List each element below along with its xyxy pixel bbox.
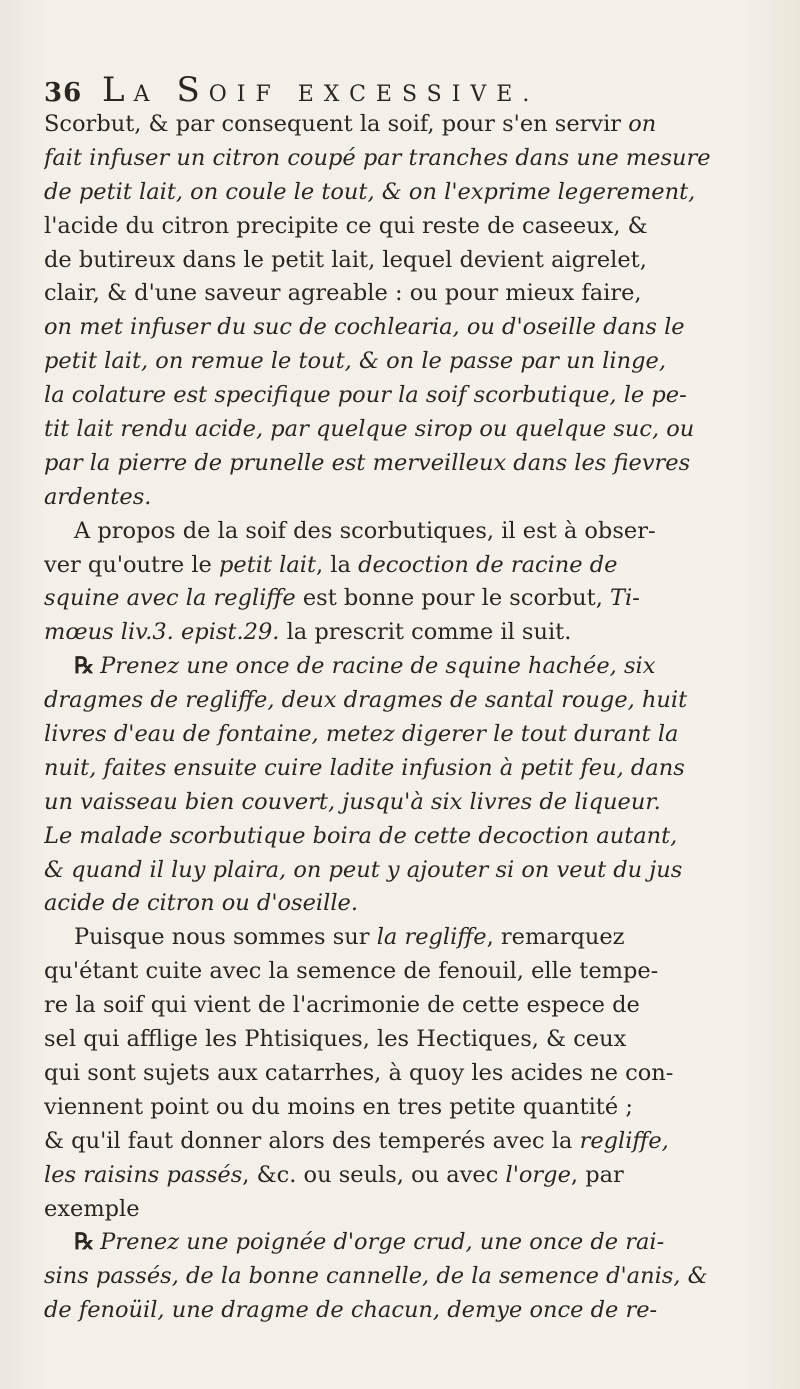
text-segment: mœus liv.3. epist.29. [44,619,280,646]
text-line [44,413,764,447]
title-cap-s: S [176,70,209,110]
text-line [44,1091,764,1125]
text-line [44,1023,764,1057]
text-segment: tit lait rendu acide, par quelque sirop ou quelque suc, ou [44,416,695,443]
text-segment: viennent point ou du moins en tres petite quantité ; [44,1093,633,1120]
text-line [44,345,764,379]
text-segment: squine avec la regliffe [44,585,296,612]
text-line [44,616,764,650]
text-line [44,277,764,311]
text-segment: de fenoüil, une dragme de chacun, demye once de re- [44,1297,658,1324]
text-line [44,582,764,616]
text-segment: decoction de racine de [358,551,618,578]
text-segment: l'acide du citron precipite ce qui reste de caseeux, & [44,212,648,239]
text-segment: ver qu'outre le [44,551,219,578]
text-line [44,108,764,142]
recipe-symbol: ℞ [74,653,95,680]
text-segment: sel qui afflige les Phtisiques, les Hectiques, & ceux [44,1026,627,1053]
text-line [44,955,764,989]
text-segment: A propos de la soif des scorbutiques, il est à obser- [74,517,656,544]
text-segment: Puisque nous sommes sur [74,924,377,951]
running-title [102,70,539,110]
text-segment: petit lait, on remue le tout, & on le passe par un linge, [44,348,666,375]
text-line [44,1193,764,1227]
text-line [44,210,764,244]
title-cap-l: L [102,70,134,110]
text-segment: Scorbut, & par consequent la soif, pour s'en servir [44,111,629,137]
text-segment: exemple [44,1195,140,1222]
text-line [44,1294,764,1328]
text-segment: acide de citron ou d'oseille. [44,890,358,917]
text-line [44,650,764,684]
text-line [44,921,764,955]
text-segment: & qu'il faut donner alors des temperés avec la [44,1127,580,1154]
text-line [44,854,764,888]
text-segment: de petit lait, on coule le tout, & on l'exprime legerement, [44,178,696,205]
page-number: 36 [44,78,83,108]
title-small-a: A [133,82,177,107]
text-line [44,1226,764,1260]
text-line [44,176,764,210]
text-segment: de butireux dans le petit lait, lequel devient aigrelet, [44,246,647,273]
text-line [44,515,764,549]
text-segment: qu'étant cuite avec la semence de fenouil, elle tempe- [44,958,659,985]
text-segment: ardentes. [44,483,152,510]
text-segment: la prescrit comme il suit. [279,619,572,646]
page-header [44,70,744,110]
text-segment: , par [570,1161,624,1188]
text-line [44,718,764,752]
text-line [44,481,764,515]
text-line [44,820,764,854]
text-line [44,1159,764,1193]
text-segment: regliffe, [579,1127,669,1154]
text-segment: dragmes de regliffe, deux dragmes de santal rouge, huit [44,687,688,714]
text-line [44,684,764,718]
text-segment: un vaisseau bien couvert, jusqu'à six livres de liqueur. [44,788,661,815]
text-line [44,1260,764,1294]
text-segment: Ti- [610,585,640,612]
text-segment: qui sont sujets aux catarrhes, à quoy les acides ne con- [44,1059,674,1086]
text-segment: les raisins passés [44,1161,243,1188]
text-line [44,752,764,786]
text-segment: re la soif qui vient de l'acrimonie de cette espece de [44,992,640,1019]
text-line [44,887,764,921]
text-segment: , remarquez [486,924,625,951]
text-segment: Prenez une poignée d'orge crud, une once de rai- [100,1229,665,1256]
text-segment: fait infuser un citron coupé par tranches dans une mesure [44,144,711,171]
text-segment: par la pierre de prunelle est merveilleux dans les fievres [44,449,691,476]
text-segment: la colature est specifique pour la soif scorbutique, le pe- [44,382,687,409]
text-line [44,1057,764,1091]
text-line [44,989,764,1023]
text-segment: on met infuser du suc de cochlearia, ou d'oseille dans le [44,314,685,341]
body-text [44,108,764,1328]
text-segment: , &c. ou seuls, ou avec [242,1161,506,1188]
text-segment: clair, & d'une saveur agreable : ou pour mieux faire, [44,280,642,307]
text-segment: , la [315,551,359,578]
text-segment: on [628,111,657,137]
text-segment: livres d'eau de fontaine, metez digerer le tout durant la [44,721,679,748]
text-segment: petit lait [218,551,316,578]
text-line [44,447,764,481]
text-line [44,311,764,345]
text-line [44,786,764,820]
text-line [44,244,764,278]
text-line [44,549,764,583]
text-line [44,379,764,413]
text-segment: la regliffe [376,924,487,951]
text-segment: l'orge [505,1161,571,1188]
text-line [44,1125,764,1159]
title-small-rest: OIF EXCESSIVE. [208,82,540,107]
text-segment: sins passés, de la bonne cannelle, de la semence d'anis, & [44,1263,708,1290]
text-line [44,142,764,176]
text-segment: Le malade scorbutique boira de cette decoction autant, [44,822,678,849]
text-segment: est bonne pour le scorbut, [295,585,610,612]
text-segment: nuit, faites ensuite cuire ladite infusion à petit feu, dans [44,754,685,781]
text-segment: & quand il luy plaira, on peut y ajouter si on veut du jus [44,856,683,883]
recipe-symbol: ℞ [74,1229,95,1256]
text-segment: Prenez une once de racine de squine hachée, six [100,653,656,680]
